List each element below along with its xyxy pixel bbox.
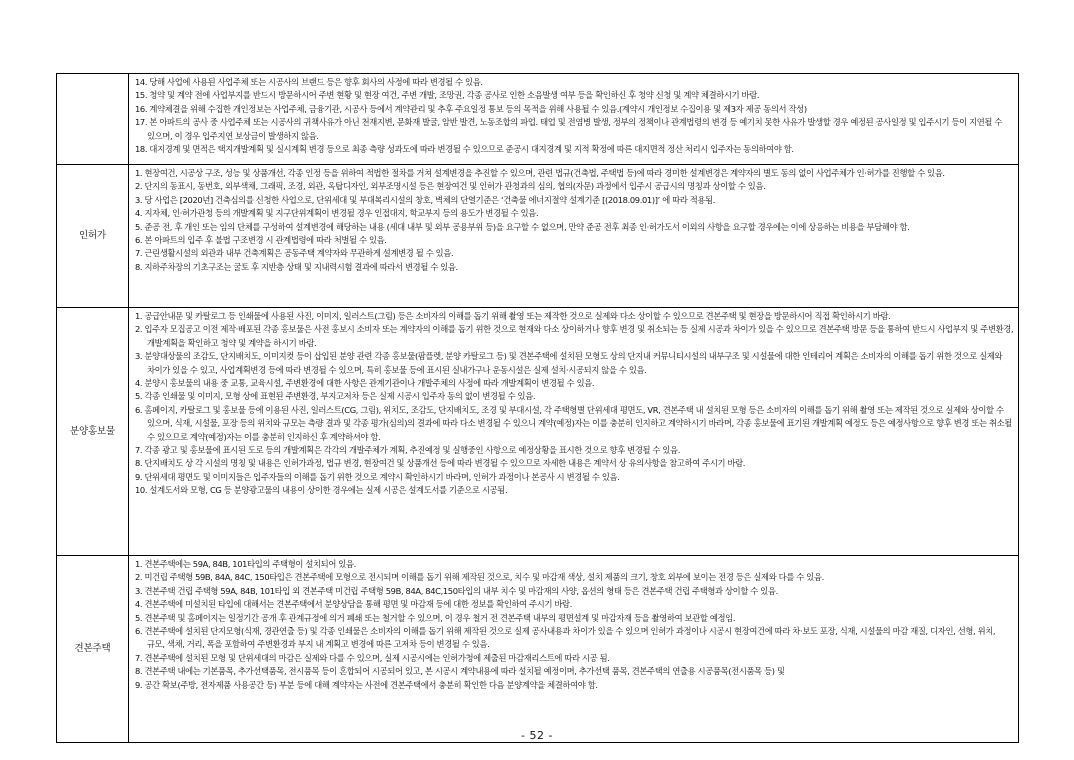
section-row-general	[57, 74, 1019, 165]
notice-item: 15. 청약 및 계약 전에 사업부지를 반드시 방문하시어 주변 현황 및 현장 여건, 주변 개발, 조망권, 각종 공사로 인한 소음발생 여부 등을 확인하신 후 청약 신청 및 계약 체결하시기 바람.	[135, 90, 760, 101]
notice-item: 6. 견본주택에 설치된 단지모형(식재, 경관연출 등) 및 각종 인쇄물은 소비자의 이해를 돕기 위해 제작된 것으로 실제 공사내용과 차이가 있을 수 있으며 인허가 과정이나 시공시 현장여건에 따라 차·보도 포장, 식재, 시설물의 마감 재질, 디자인, 선형, 위치, 규모, 색채, 거리, 폭을 포함하여 주변환경과 부지 내 계획고 변경에 따른 고저차 등이 변경될 수 있음.	[135, 626, 996, 650]
notice-item: 1. 공급안내문 및 카탈로그 등 인쇄물에 사용된 사진, 이미지, 일러스트(그림) 등은 소비자의 이해를 돕기 위해 촬영 또는 제작한 것으로 실제와 다소 상이할 수 있으므로 견본주택 및 현장을 방문하시어 직접 확인하시기 바람.	[135, 311, 891, 321]
section-label-permits: 인허가	[57, 165, 129, 308]
notice-item: 14. 당해 사업에 사용된 사업주체 또는 시공사의 브랜드 등은 향후 회사의 사정에 따라 변경될 수 있음.	[135, 77, 483, 87]
notice-item: 6. 홈페이지, 카탈로그 및 홍보물 등에 이용된 사진, 일러스트(CG, 그림), 위치도, 조감도, 단지배치도, 조경 및 부대시설, 각 주택형별 단위세대 평면도, VR, 견본주택 내 설치된 모형 등은 소비자의 이해를 돕기 위해 촬영 또는 제작된 것으로 실제와 상이할 수 있으며, 식재, 시설물, 포장 등의 위치와 규모는 측량 결과 및 각종 평가(심의)의 결과에 따라 다소 변경될 수 있으니 계약(예정)자는 이를 충분히 인지하고 계약하시기 바라며, 각종 홍보물에 표기된 개발계획 예정도 등은 예정사항으로 향후 변경 또는 취소될 수 있으므로 계약(예정)자는 이를 충분히 인지하신 후 계약하셔야 함.	[135, 404, 1012, 442]
notice-item: 16. 계약체결을 위해 수집한 개인정보는 사업주체, 금융기관, 시공사 등에서 계약관리 및 추후 주요일정 통보 등의 목적을 위해 사용될 수 있음.(계약시 개인정보 수집이용 및 제3자 제공 동의서 작성)	[135, 103, 807, 114]
notice-item: 8. 견본주택 내에는 기본품목, 추가선택품목, 전시품목 등이 혼합되어 시공되어 있고, 본 시공시 계약내용에 따라 설치될 예정이며, 추가선택 품목, 견본주택의 연출용 시공품목(전시품목 등) 및	[135, 666, 785, 677]
document-frame	[56, 73, 1018, 744]
notice-item: 3. 분양대상물의 조감도, 단지배치도, 이미지컷 등이 삽입된 분양 관련 각종 홍보물(팜플렛, 분양 카탈로그 등) 및 견본주택에 설치된 모형도 상의 단지내 커뮤니티시설의 내부구조 및 시설물에 대한 인테리어 계획은 소비자의 이해를 돕기 위한 것으로 실제와 차이가 있을 수 있고, 사업계획변경 등에 따라 변경될 수 있으며, 특히 홍보물 등에 표시된 실내가구나 운동시설은 실제 설치·시공되지 않을 수 있음.	[135, 351, 1003, 375]
section-label-model-house: 견본주택	[57, 556, 129, 743]
notice-item: 10. 설계도서와 모형, CG 등 분양광고물의 내용이 상이한 경우에는 실제 시공은 설계도서를 기준으로 시공됨.	[135, 485, 508, 496]
section-content-general	[129, 74, 1019, 165]
notice-item: 5. 준공 전, 후 개인 또는 임의 단체를 구성하여 설계변경에 해당하는 내용 (세대 내부 및 외부 공용부위 등)을 요구할 수 없으며, 만약 준공 전후 최종 인·허가도서 이외의 사항을 요구할 경우에는 이에 상응하는 비용을 부담해야 함.	[135, 221, 910, 232]
notice-item: 2. 미건립 주택형 59B, 84A, 84C, 150타입은 견본주택에 모형으로 전시되며 이해를 돕기 위해 제작된 것으로, 치수 및 마감재 색상, 설치 제품의 크기, 창호 외부에 보이는 전경 등은 실제와 다를 수 있음.	[135, 572, 824, 583]
section-content-model-house	[129, 556, 1019, 743]
notice-item: 17. 본 아파트의 공사 중 사업주체 또는 시공사의 귀책사유가 아닌 천재지변, 문화재 발굴, 암반 발견, 노동조합의 파업. 태업 및 전염병 발생, 정부의 정책이나 관계법령의 변경 등 예기치 못한 사유가 발생할 경우 예정된 공사일정 및 입주시기 등이 지연될 수 있으며, 이 경우 입주지연 보상금이 발생하지 않음.	[135, 117, 1003, 141]
notice-item: 4. 지자체, 인·허가관청 등의 개발계획 및 지구단위계획이 변경될 경우 인접대지, 학교부지 등의 용도가 변경될 수 있음.	[135, 208, 539, 219]
notice-item: 4. 견본주택에 미설치된 타입에 대해서는 견본주택에서 분양상담을 통해 평면 및 마감재 등에 대한 정보를 확인하여 주시기 바람.	[135, 599, 573, 610]
section-row-model-house	[57, 556, 1019, 743]
notice-item: 7. 근린생활시설의 외관과 내부 건축계획은 공동주택 계약자와 무관하게 설계변경 될 수 있음.	[135, 248, 454, 259]
notice-item: 3. 견본주택 건립 주택형 59A, 84B, 101타입 외 견본주택 미건립 주택형 59B, 84A, 84C,150타입의 내부 치수 및 마감재의 사양, 옵션의 형태 등은 견본주택 건립 주택형과 상이할 수 있음.	[135, 585, 778, 596]
notice-item: 3. 당 사업은 [2020년] 건축심의를 신청한 사업으로, 단위세대 및 부대복리시설의 창호, 벽체의 단열기준은 ‘건축물 에너지절약 설계기준 [(2018.09.01)]’ 에 따라 적용됨.	[135, 194, 716, 205]
notice-item: 8. 지하주차장의 기초구조는 굴토 후 지반층 상태 및 지내력시험 결과에 따라서 변경될 수 있음.	[135, 261, 458, 272]
notice-item: 1. 현장여건, 시공상 구조, 성능 및 상품개선, 각종 인정 등을 위하여 적법한 절차를 거쳐 설계변경을 추진할 수 있으며, 관련 법규(건축법, 주택법 등)에 따라 경미한 설계변경은 계약자의 별도 동의 없이 사업주체가 인·허가를 진행할 수 있음.	[135, 168, 945, 178]
section-content-promotion	[129, 308, 1019, 556]
notice-item: 2. 단지의 동표시, 동번호, 외부색채, 그래픽, 조경, 외관, 옥탑디자인, 외부조명시설 등은 현장여건 및 인허가 관청과의 심의, 협의(자문) 과정에서 입주시 공급시의 명칭과 상이할 수 있음.	[135, 181, 766, 192]
notice-item: 8. 단지배치도 상 각 시설의 명칭 및 내용은 인허가과정, 법규 변경, 현장여건 및 상품개선 등에 따라 변경될 수 있으므로 자세한 내용은 계약서 상 유의사항을 참고하여 주시기 바람.	[135, 458, 746, 469]
notice-item: 5. 각종 인쇄물 및 이미지, 모형 상에 표현된 주변환경, 부지고저차 등은 실제 시공시 입주자 동의 없이 변경될 수 있음.	[135, 391, 536, 402]
section-label-promotion: 분양홍보물	[57, 308, 129, 556]
notice-item: 2. 입주자 모집공고 이전 제작·배포된 각종 홍보물은 사전 홍보시 소비자 또는 계약자의 이해를 돕기 위한 것으로 현재와 다소 상이하거나 향후 변경 및 취소되는 등 실제 시공과 차이가 있을 수 있으므로 견본주택 방문 등을 통하여 반드시 사업부지 및 주변환경, 개발계획을 확인하고 청약 및 계약을 하시기 바람.	[135, 324, 1014, 348]
notice-item: 4. 분양시 홍보물의 내용 중 교통, 교육시설, 주변환경에 대한 사항은 관계기관이나 개발주체의 사정에 따라 개발계획이 변경될 수 있음.	[135, 378, 595, 389]
section-row-permits	[57, 165, 1019, 308]
notice-item: 5. 견본주택 및 홈페이지는 일정기간 공개 후 관계규정에 의거 폐쇄 또는 철거할 수 있으며, 이 경우 철거 전 견본주택 내부의 평면설계 및 마감자재 등을 촬영하여 보관할 예정임.	[135, 612, 736, 623]
page-number: - 52 -	[521, 729, 553, 742]
notice-item: 9. 공간 확보(주방, 전자제품 사용공간 등) 부분 등에 대해 계약자는 사전에 견본주택에서 충분히 확인한 다음 분양계약을 체결하여야 함.	[135, 679, 598, 690]
notice-item: 18. 대지경계 및 면적은 택지개발계획 및 실시계획 변경 등으로 최종 측량 성과도에 따라 변경될 수 있으므로 준공시 대지경계 및 지적 확정에 따른 대지면적 정산 처리시 입주자는 동의하여야 함.	[135, 144, 794, 155]
notice-table	[56, 73, 1019, 743]
notice-item: 9. 단위세대 평면도 및 이미지들은 입주자들의 이해를 돕기 위한 것으로 계약시 확인하시기 바라며, 인허가 과정이나 본공사 시 변경될 수 있음.	[135, 471, 620, 482]
section-label-general	[57, 74, 129, 165]
section-row-promotion	[57, 308, 1019, 556]
notice-item: 6. 본 아파트의 입주 후 불법 구조변경 시 관계법령에 따라 처벌될 수 있음.	[135, 235, 387, 246]
notice-item: 1. 견본주택에는 59A, 84B, 101타입의 주택형이 설치되어 있음.	[135, 559, 356, 569]
section-content-permits	[129, 165, 1019, 308]
notice-item: 7. 각종 광고 및 홍보물에 표시된 도로 등의 개발계획은 각각의 개발주체가 계획, 추진예정 및 실행중인 사항으로 예정상황을 표시한 것으로 향후 변경될 수 있음.	[135, 445, 681, 456]
notice-item: 7. 견본주택에 설치된 모형 및 단위세대의 마감은 실제와 다를 수 있으며, 실제 시공시에는 인허가청에 제출된 마감재리스트에 따라 시공 됨.	[135, 652, 610, 663]
